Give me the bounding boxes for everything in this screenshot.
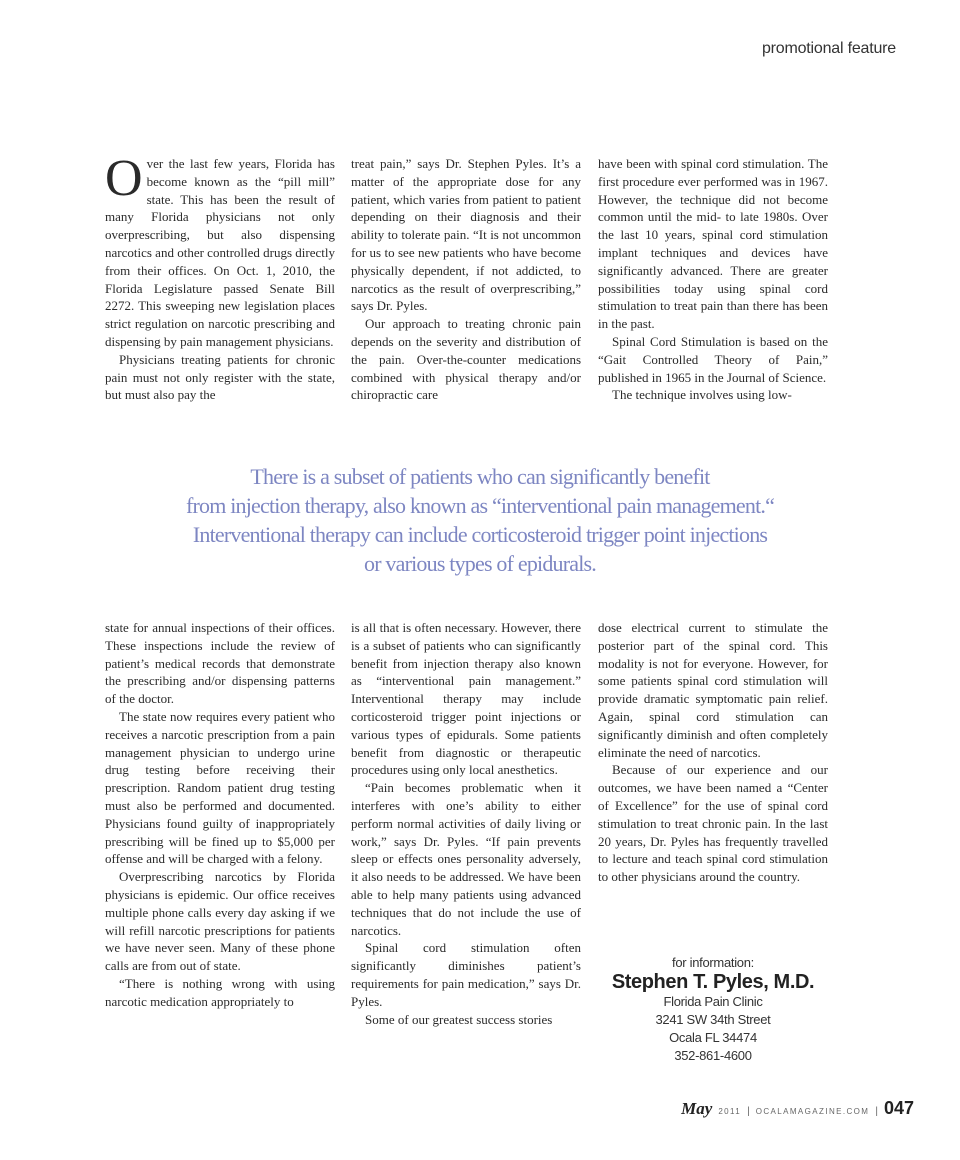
pull-quote-line: There is a subset of patients who can significantly benefit	[250, 464, 710, 489]
pull-quote-line: or various types of epidurals.	[364, 551, 596, 576]
paragraph: Because of our experience and our outcomes, we have been named a “Center of Excellence” for the use of spinal cord stimulation to treat chronic pain. In the last 20 years, Dr. Pyles has frequently travelled to lecture and teach spinal cord stimulation to other physicians around the country.	[598, 762, 828, 885]
clinic-name: Florida Pain Clinic	[663, 994, 763, 1009]
paragraph: The state now requires every patient who receives a narcotic prescription from a pain management physician to undergo urine drug testing before receiving their prescription. Random patient drug testing must also be performed and documented. Physicians found guilty of inappropriately prescribing will be fined up to $5,000 per offense and will be charged with a felony.	[105, 708, 335, 867]
paragraph: Spinal cord stimulation often significantly diminishes patient’s requirements for pain medication,” says Dr. Pyles.	[351, 940, 581, 1009]
article-column-3-bottom	[598, 619, 828, 886]
paragraph: Some of our greatest success stories	[365, 1011, 553, 1027]
issue-month: May	[681, 1099, 713, 1118]
page-footer	[681, 1098, 914, 1119]
website-url: OCALAMAGAZINE.COM	[755, 1107, 870, 1116]
footer-separator: |	[875, 1106, 878, 1117]
paragraph: have been with spinal cord stimulation. The first procedure ever performed was in 1967. However, the technique did not become common until the mid- to late 1980s. Over the last 10 years, spinal cord stimulation implant techniques and devices have significantly advanced. There are greater possibilities today using spinal cord stimulation to treat pain than there has been in the past.	[598, 156, 828, 332]
article-column-2-top	[351, 155, 581, 404]
paragraph: Physicians treating patients for chronic pain must not only register with the state, but must also pay the	[105, 351, 335, 403]
issue-year: 2011	[718, 1107, 742, 1116]
paragraph: “Pain becomes problematic when it interferes with one’s ability to either perform normal activities of daily living or work,” says Dr. Pyles. “If pain prevents sleep or effects ones personality adversely, it also needs to be addressed. We have been able to help many patients using advanced techniques that do not include the use of narcotics.	[351, 780, 581, 938]
paragraph: is all that is often necessary. However, there is a subset of patients who can significantly benefit from injection therapy also known as “interventional pain management.” Interventional therapy may include corticosteroid trigger point injections or various types of epidurals. Some patients benefit from diagnostic or therapeutic procedures using only local anesthetics.	[351, 620, 581, 778]
article-column-2-bottom	[351, 619, 581, 1028]
paragraph: Our approach to treating chronic pain depends on the severity and distribution of the pain. Over-the-counter medications combined with physical therapy and/or chiropractic care	[351, 316, 581, 403]
paragraph: “There is nothing wrong with using narcotic medication appropriately to	[105, 975, 335, 1009]
footer-separator: |	[747, 1106, 750, 1117]
article-column-1-top	[105, 150, 335, 404]
city-address: Ocala FL 34474	[669, 1030, 757, 1045]
pull-quote-line: from injection therapy, also known as “interventional pain management.“	[185, 493, 775, 518]
info-label: for information:	[672, 955, 754, 970]
street-address: 3241 SW 34th Street	[655, 1012, 771, 1027]
section-label: promotional feature	[761, 40, 896, 57]
paragraph: state for annual inspections of their offices. These inspections include the review of patient’s medical records that demonstrate the prescribing and/or dispensing patterns of the doctor.	[105, 620, 335, 707]
contact-info	[598, 955, 828, 1065]
paragraph: Spinal Cord Stimulation is based on the “Gait Controlled Theory of Pain,” published in 1965 in the Journal of Science.	[598, 333, 828, 385]
paragraph: treat pain,” says Dr. Stephen Pyles. It’s a matter of the appropriate dose for any patient, which varies from patient to patient depending on their diagnosis and their ability to tolerate pain. “It is not uncommon for us to see new patients who have become physically dependent, if not addicted, to narcotics as the result of overprescribing,” says Dr. Pyles.	[351, 156, 581, 314]
pull-quote-line: Interventional therapy can include corticosteroid trigger point injections	[192, 522, 768, 547]
paragraph: Overprescribing narcotics by Florida physicians is epidemic. Our office receives multiple phone calls every day asking if we will refill narcotic prescriptions for patients we have never seen. Many of these phone calls are from out of state.	[105, 869, 335, 974]
paragraph: dose electrical current to stimulate the posterior part of the spinal cord. This modality is not for everyone. However, for some patients spinal cord stimulation will provide dramatic symptomatic pain relief. Again, spinal cord stimulation can significantly diminish and often completely eliminate the need of narcotics.	[598, 620, 828, 760]
drop-cap: O	[105, 150, 143, 207]
pull-quote	[110, 462, 850, 578]
paragraph: The technique involves using low-	[612, 387, 792, 403]
article-column-1-bottom	[105, 619, 335, 1011]
article-column-3-top	[598, 155, 828, 404]
doctor-name: Stephen T. Pyles, M.D.	[611, 971, 815, 993]
phone-number: 352-861-4600	[674, 1048, 752, 1063]
paragraph: ver the last few years, Florida has become known as the “pill mill” state. This has been the result of many Florida physicians not only overprescribing, but also dispensing narcotics and other controlled drugs directly from their offices. On Oct. 1, 2010, the Florida Legislature passed Senate Bill 2272. This sweeping new legislation places strict regulation on narcotic prescribing and dispensing by pain management physicians.	[105, 156, 335, 349]
page-number: 047	[883, 1098, 914, 1118]
